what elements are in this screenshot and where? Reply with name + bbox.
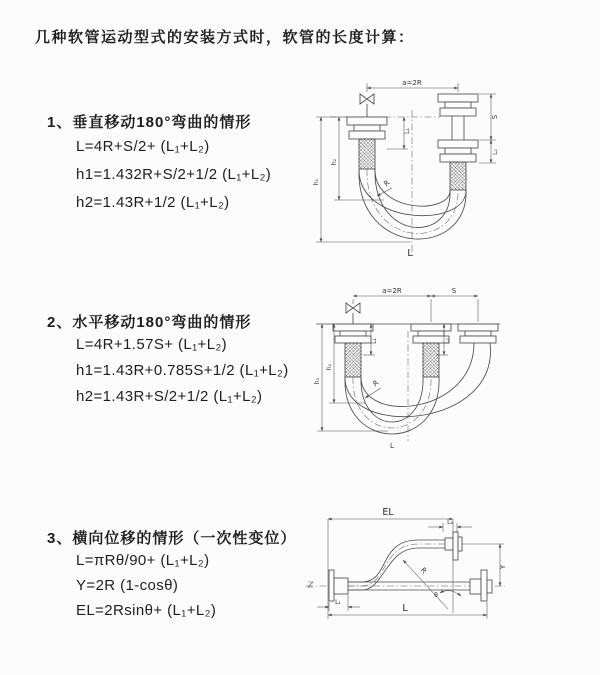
braided-hose-end <box>359 139 375 169</box>
dim-label-l1: L₁ <box>404 128 411 134</box>
valve-icon <box>360 94 374 104</box>
valve-icon <box>346 303 360 313</box>
hose-curve <box>361 377 423 422</box>
hose-curve <box>348 540 445 582</box>
section-3-heading: 3、横向位移的情形（一次性变位） <box>47 530 297 547</box>
dim-label-l1: L₁ <box>371 338 378 344</box>
flange <box>470 579 481 594</box>
section-1-heading: 1、垂直移动180°弯曲的情形 <box>47 114 252 131</box>
dim-label-a2r: a=2R <box>382 287 402 295</box>
formula: Y=2R (1-cosθ) <box>76 577 179 594</box>
diagram-vertical-180-bend <box>312 66 597 261</box>
dim-label-s: S <box>451 287 457 295</box>
formula: h2=1.43R+S/2+1/2 (L₁+L₂) <box>76 388 263 405</box>
formula: EL=2Rsinθ+ (L₁+L₂) <box>76 602 217 619</box>
flange <box>333 324 373 343</box>
hose-curve <box>348 548 445 590</box>
braided-hose-end <box>423 343 439 377</box>
dim-label-l2: L₂ <box>444 338 451 344</box>
flange <box>445 538 453 550</box>
dim-label-h2: h₂ <box>326 363 333 371</box>
dim-label-r: R <box>371 378 381 389</box>
dim-label-l1: L₁ <box>335 599 341 606</box>
hose-curve <box>375 169 450 228</box>
flange <box>329 570 334 601</box>
dim-label-h1: h₁ <box>314 377 321 385</box>
dim-label-s: S <box>491 114 499 120</box>
dim-label-theta: θ <box>434 592 438 599</box>
dim-label-h1: h₁ <box>313 178 320 186</box>
diagram-horizontal-180-bend <box>308 281 598 456</box>
dim-label-l: L <box>390 442 394 450</box>
angle-arc <box>440 591 461 596</box>
flange <box>438 140 478 148</box>
page-title: 几种软管运动型式的安装方式时，软管的长度计算： <box>35 29 415 46</box>
section-2-heading: 2、水平移动180°弯曲的情形 <box>47 314 252 331</box>
hose-curve <box>361 343 474 407</box>
dim-label-l2: L₂ <box>492 149 499 155</box>
formula: L=4R+S/2+ (L₁+L₂) <box>76 138 210 155</box>
formula: h1=1.43R+0.785S+1/2 (L₁+L₂) <box>76 362 289 379</box>
dim-label-el: EL <box>382 507 394 518</box>
diagram-lateral-displacement <box>300 498 600 660</box>
braided-hose-end <box>450 162 466 190</box>
hose-centerline <box>353 377 431 428</box>
dim-label-l: L <box>407 248 413 259</box>
dim-label-r: R <box>418 566 429 576</box>
braided-hose-end <box>345 343 361 377</box>
formula: L=πRθ/90+ (L₁+L₂) <box>76 552 210 569</box>
dim-label-h2: h₂ <box>331 158 338 166</box>
dim-label-l: L <box>402 603 408 614</box>
formula: L=4R+1.57S+ (L₁+L₂) <box>76 336 228 353</box>
formula: h1=1.432R+S/2+1/2 (L₁+L₂) <box>76 166 272 183</box>
dim-label-a2r: a=2R <box>402 79 422 87</box>
dim-label-r: R <box>382 178 392 189</box>
leader-line <box>377 188 392 196</box>
dim-label-l2: L₂ <box>447 519 453 526</box>
formula: h2=1.43R+1/2 (L₁+L₂) <box>76 194 230 211</box>
flange <box>438 94 478 102</box>
hose-centerline <box>348 544 445 586</box>
leader-line <box>365 388 381 398</box>
flange <box>347 117 387 125</box>
dim-label-y: Y <box>499 564 507 570</box>
flange <box>458 324 498 343</box>
